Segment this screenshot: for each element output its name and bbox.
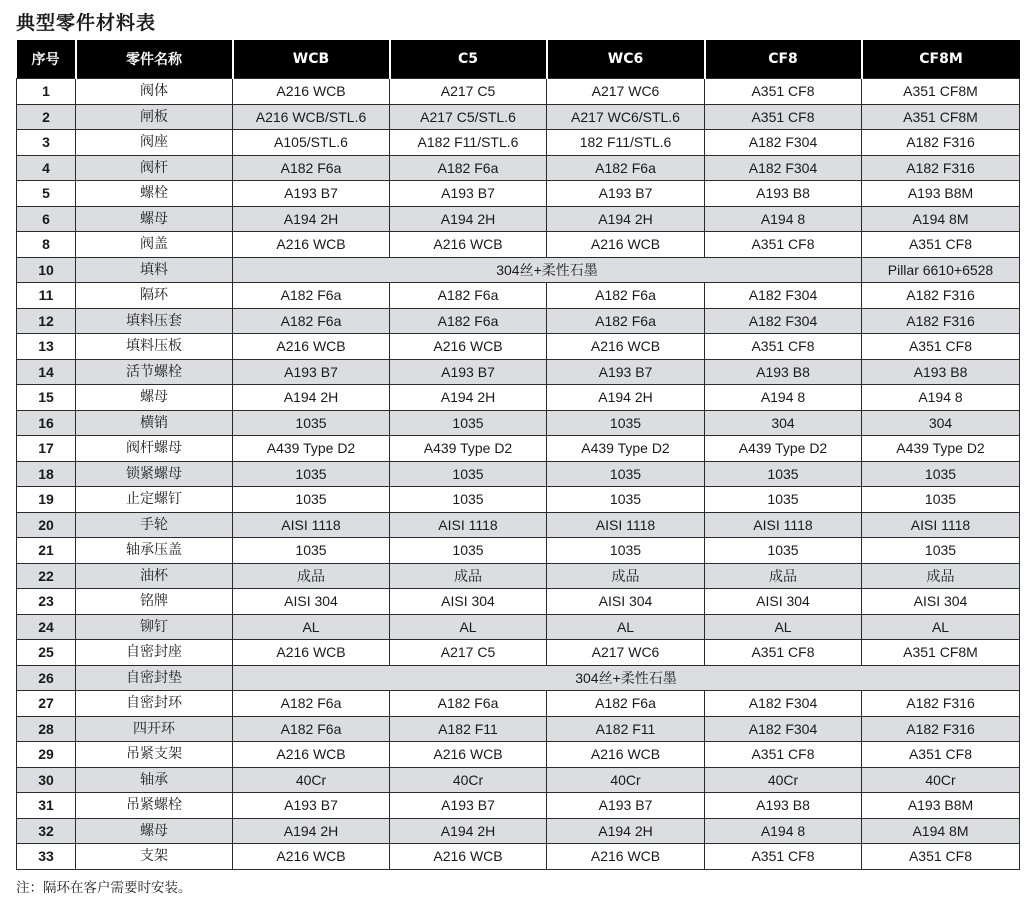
row-number-cell: 17	[17, 436, 76, 462]
material-cell: A182 F6a	[547, 308, 705, 334]
row-number-cell: 4	[17, 155, 76, 181]
part-name-cell: 螺栓	[76, 181, 233, 207]
part-name-cell: 止定螺钉	[76, 487, 233, 513]
material-cell: A182 F316	[862, 155, 1020, 181]
part-name-cell: 手轮	[76, 512, 233, 538]
material-cell: Pillar 6610+6528	[862, 257, 1020, 283]
row-number-cell: 33	[17, 844, 76, 870]
material-cell: A216 WCB	[390, 742, 547, 768]
material-cell: AISI 304	[233, 589, 390, 615]
row-number-cell: 26	[17, 665, 76, 691]
material-cell: A351 CF8M	[862, 104, 1020, 130]
table-row	[17, 79, 1020, 105]
table-row	[17, 589, 1020, 615]
material-cell: 1035	[862, 461, 1020, 487]
material-cell: 1035	[233, 538, 390, 564]
row-number-cell: 32	[17, 818, 76, 844]
material-cell: A193 B8M	[862, 181, 1020, 207]
table-title: 典型零件材料表	[16, 12, 157, 34]
material-cell: AISI 304	[547, 589, 705, 615]
material-cell: AISI 304	[390, 589, 547, 615]
material-cell: AL	[547, 614, 705, 640]
row-number-cell: 3	[17, 130, 76, 156]
table-row	[17, 665, 1020, 691]
material-cell: A439 Type D2	[390, 436, 547, 462]
material-cell: A216 WCB	[547, 742, 705, 768]
material-cell: A193 B8	[705, 181, 862, 207]
material-cell: A182 F6a	[233, 283, 390, 309]
material-cell: AL	[705, 614, 862, 640]
material-cell: A182 F304	[705, 308, 862, 334]
table-row	[17, 512, 1020, 538]
material-cell: A216 WCB/STL.6	[233, 104, 390, 130]
material-cell: 304	[705, 410, 862, 436]
material-cell: 1035	[233, 410, 390, 436]
table-row	[17, 155, 1020, 181]
material-cell: A351 CF8	[705, 640, 862, 666]
table-row	[17, 742, 1020, 768]
material-cell: AL	[390, 614, 547, 640]
row-number-cell: 18	[17, 461, 76, 487]
material-cell: A217 WC6/STL.6	[547, 104, 705, 130]
material-cell: 成品	[547, 563, 705, 589]
table-row	[17, 640, 1020, 666]
material-cell: A182 F6a	[390, 155, 547, 181]
header-cell-wc6: WC6	[547, 40, 705, 79]
material-cell: A194 2H	[547, 818, 705, 844]
material-cell: A351 CF8	[862, 844, 1020, 870]
material-cell: 1035	[233, 487, 390, 513]
material-cell: A193 B7	[390, 793, 547, 819]
part-name-cell: 轴承	[76, 767, 233, 793]
header-cell-cf8: CF8	[705, 40, 862, 79]
material-cell: A194 2H	[390, 818, 547, 844]
material-cell: AL	[862, 614, 1020, 640]
material-cell: A193 B7	[390, 359, 547, 385]
table-row	[17, 614, 1020, 640]
material-cell: 182 F11/STL.6	[547, 130, 705, 156]
table-row	[17, 283, 1020, 309]
part-name-cell: 吊紧螺栓	[76, 793, 233, 819]
material-cell: A182 F6a	[390, 691, 547, 717]
material-cell: 1035	[547, 461, 705, 487]
material-cell: A217 C5	[390, 79, 547, 105]
material-cell: A182 F6a	[390, 283, 547, 309]
material-cell: 1035	[862, 538, 1020, 564]
material-cell: 1035	[547, 487, 705, 513]
table-row	[17, 793, 1020, 819]
material-cell: A182 F6a	[547, 691, 705, 717]
material-cell: AISI 1118	[547, 512, 705, 538]
material-cell: A182 F6a	[233, 691, 390, 717]
table-row	[17, 334, 1020, 360]
material-cell: A217 C5/STL.6	[390, 104, 547, 130]
material-cell: A194 8	[705, 206, 862, 232]
row-number-cell: 5	[17, 181, 76, 207]
material-cell: 成品	[233, 563, 390, 589]
footnote: 注：隔环在客户需要时安装。	[16, 880, 192, 896]
material-cell: A182 F316	[862, 716, 1020, 742]
row-number-cell: 23	[17, 589, 76, 615]
materials-table	[16, 40, 1020, 870]
material-cell: 成品	[862, 563, 1020, 589]
material-cell: A216 WCB	[547, 334, 705, 360]
material-cell: AL	[233, 614, 390, 640]
material-cell: A351 CF8	[862, 232, 1020, 258]
table-row	[17, 538, 1020, 564]
material-cell: A193 B8M	[862, 793, 1020, 819]
material-cell: A351 CF8	[705, 742, 862, 768]
part-name-cell: 自密封环	[76, 691, 233, 717]
material-cell: AISI 1118	[233, 512, 390, 538]
material-cell: A194 2H	[233, 818, 390, 844]
material-cell: A193 B8	[705, 359, 862, 385]
material-cell: 1035	[705, 461, 862, 487]
part-name-cell: 油杯	[76, 563, 233, 589]
material-cell: 40Cr	[547, 767, 705, 793]
material-cell: A351 CF8	[862, 742, 1020, 768]
table-row	[17, 385, 1020, 411]
row-number-cell: 29	[17, 742, 76, 768]
row-number-cell: 6	[17, 206, 76, 232]
part-name-cell: 螺母	[76, 818, 233, 844]
material-cell: A439 Type D2	[547, 436, 705, 462]
material-cell: A194 2H	[233, 385, 390, 411]
row-number-cell: 27	[17, 691, 76, 717]
material-cell-merged: 304丝+柔性石墨	[233, 257, 862, 283]
material-cell: A194 8	[862, 385, 1020, 411]
material-cell: 1035	[233, 461, 390, 487]
material-cell: A193 B7	[547, 793, 705, 819]
material-cell: A182 F304	[705, 716, 862, 742]
material-cell: A182 F316	[862, 283, 1020, 309]
table-row	[17, 130, 1020, 156]
row-number-cell: 21	[17, 538, 76, 564]
row-number-cell: 25	[17, 640, 76, 666]
material-cell: A216 WCB	[233, 79, 390, 105]
header-cell-c5: C5	[390, 40, 547, 79]
material-cell: A216 WCB	[390, 334, 547, 360]
material-cell: A351 CF8M	[862, 640, 1020, 666]
part-name-cell: 螺母	[76, 385, 233, 411]
table-row	[17, 436, 1020, 462]
table-row	[17, 359, 1020, 385]
row-number-cell: 28	[17, 716, 76, 742]
material-cell: A182 F11/STL.6	[390, 130, 547, 156]
material-cell: A105/STL.6	[233, 130, 390, 156]
material-cell: 成品	[705, 563, 862, 589]
table-row	[17, 461, 1020, 487]
material-cell: A182 F304	[705, 691, 862, 717]
material-cell: A216 WCB	[233, 232, 390, 258]
part-name-cell: 阀体	[76, 79, 233, 105]
material-cell: A182 F6a	[547, 155, 705, 181]
material-cell: 304	[862, 410, 1020, 436]
material-cell: A182 F6a	[233, 308, 390, 334]
material-cell: 40Cr	[390, 767, 547, 793]
material-cell: 1035	[390, 487, 547, 513]
material-cell: A351 CF8	[705, 844, 862, 870]
material-cell: A216 WCB	[547, 844, 705, 870]
part-name-cell: 阀杆	[76, 155, 233, 181]
material-cell: A182 F11	[547, 716, 705, 742]
part-name-cell: 螺母	[76, 206, 233, 232]
material-cell: A193 B8	[705, 793, 862, 819]
material-cell: A182 F316	[862, 308, 1020, 334]
material-cell: A182 F304	[705, 283, 862, 309]
material-cell: A182 F6a	[547, 283, 705, 309]
material-cell: A193 B7	[233, 181, 390, 207]
row-number-cell: 24	[17, 614, 76, 640]
material-cell: 40Cr	[705, 767, 862, 793]
material-cell: AISI 1118	[862, 512, 1020, 538]
material-cell: A193 B8	[862, 359, 1020, 385]
part-name-cell: 活节螺栓	[76, 359, 233, 385]
table-row	[17, 232, 1020, 258]
material-cell: A216 WCB	[390, 232, 547, 258]
material-cell: A182 F6a	[233, 716, 390, 742]
row-number-cell: 19	[17, 487, 76, 513]
part-name-cell: 填料压套	[76, 308, 233, 334]
material-cell: A182 F304	[705, 155, 862, 181]
material-cell: A194 2H	[390, 206, 547, 232]
table-row	[17, 181, 1020, 207]
material-cell: A193 B7	[233, 793, 390, 819]
part-name-cell: 阀杆螺母	[76, 436, 233, 462]
material-cell: 40Cr	[862, 767, 1020, 793]
material-cell: 1035	[390, 461, 547, 487]
material-cell: A194 8	[705, 385, 862, 411]
part-name-cell: 闸板	[76, 104, 233, 130]
material-cell: A439 Type D2	[862, 436, 1020, 462]
row-number-cell: 16	[17, 410, 76, 436]
material-cell: A194 8M	[862, 818, 1020, 844]
row-number-cell: 12	[17, 308, 76, 334]
part-name-cell: 隔环	[76, 283, 233, 309]
table-row	[17, 308, 1020, 334]
material-cell: A216 WCB	[233, 334, 390, 360]
header-cell-no: 序号	[17, 40, 76, 79]
table-row	[17, 716, 1020, 742]
part-name-cell: 自密封座	[76, 640, 233, 666]
row-number-cell: 20	[17, 512, 76, 538]
material-cell: A182 F304	[705, 130, 862, 156]
material-cell: A194 2H	[547, 206, 705, 232]
material-cell: A351 CF8M	[862, 79, 1020, 105]
material-cell: A194 8M	[862, 206, 1020, 232]
table-row	[17, 257, 1020, 283]
table-row	[17, 691, 1020, 717]
table-row	[17, 563, 1020, 589]
material-cell: AISI 1118	[705, 512, 862, 538]
row-number-cell: 22	[17, 563, 76, 589]
table-row	[17, 767, 1020, 793]
part-name-cell: 锁紧螺母	[76, 461, 233, 487]
material-cell: A182 F6a	[390, 308, 547, 334]
material-cell: 1035	[547, 410, 705, 436]
material-cell: A439 Type D2	[233, 436, 390, 462]
material-cell: A193 B7	[547, 359, 705, 385]
row-number-cell: 14	[17, 359, 76, 385]
material-cell: A351 CF8	[705, 334, 862, 360]
table-body	[17, 79, 1020, 870]
header-cell-cf8m: CF8M	[862, 40, 1020, 79]
material-cell: A182 F6a	[233, 155, 390, 181]
table-row	[17, 818, 1020, 844]
material-cell: A194 8	[705, 818, 862, 844]
row-number-cell: 8	[17, 232, 76, 258]
material-cell: A193 B7	[547, 181, 705, 207]
part-name-cell: 自密封垫	[76, 665, 233, 691]
material-cell: A182 F316	[862, 130, 1020, 156]
row-number-cell: 1	[17, 79, 76, 105]
row-number-cell: 2	[17, 104, 76, 130]
material-cell: 1035	[705, 538, 862, 564]
material-cell: 1035	[390, 538, 547, 564]
material-cell: AISI 1118	[390, 512, 547, 538]
part-name-cell: 轴承压盖	[76, 538, 233, 564]
material-cell: A351 CF8	[705, 104, 862, 130]
part-name-cell: 铆钉	[76, 614, 233, 640]
row-number-cell: 11	[17, 283, 76, 309]
part-name-cell: 阀座	[76, 130, 233, 156]
header-cell-wcb: WCB	[233, 40, 390, 79]
material-cell: A216 WCB	[233, 844, 390, 870]
material-cell: A216 WCB	[390, 844, 547, 870]
material-cell: 1035	[862, 487, 1020, 513]
table-row	[17, 410, 1020, 436]
material-cell: A351 CF8	[705, 79, 862, 105]
material-cell: A216 WCB	[233, 640, 390, 666]
material-cell: 1035	[547, 538, 705, 564]
material-cell: A194 2H	[547, 385, 705, 411]
row-number-cell: 15	[17, 385, 76, 411]
material-cell: A439 Type D2	[705, 436, 862, 462]
part-name-cell: 四开环	[76, 716, 233, 742]
material-cell-merged: 304丝+柔性石墨	[233, 665, 1020, 691]
row-number-cell: 30	[17, 767, 76, 793]
row-number-cell: 31	[17, 793, 76, 819]
part-name-cell: 阀盖	[76, 232, 233, 258]
part-name-cell: 铭牌	[76, 589, 233, 615]
material-cell: A351 CF8	[862, 334, 1020, 360]
material-cell: AISI 304	[862, 589, 1020, 615]
material-cell: A193 B7	[233, 359, 390, 385]
material-cell: 成品	[390, 563, 547, 589]
material-cell: A217 WC6	[547, 79, 705, 105]
part-name-cell: 填料压板	[76, 334, 233, 360]
material-cell: A216 WCB	[233, 742, 390, 768]
material-cell: 40Cr	[233, 767, 390, 793]
material-cell: A193 B7	[390, 181, 547, 207]
table-row	[17, 104, 1020, 130]
row-number-cell: 13	[17, 334, 76, 360]
material-cell: 1035	[705, 487, 862, 513]
row-number-cell: 10	[17, 257, 76, 283]
part-name-cell: 吊紧支架	[76, 742, 233, 768]
material-cell: A182 F11	[390, 716, 547, 742]
table-row	[17, 206, 1020, 232]
material-cell: A194 2H	[233, 206, 390, 232]
material-cell: A216 WCB	[547, 232, 705, 258]
material-cell: AISI 304	[705, 589, 862, 615]
header-cell-part-name: 零件名称	[76, 40, 233, 79]
material-cell: A217 WC6	[547, 640, 705, 666]
material-cell: A351 CF8	[705, 232, 862, 258]
table-row	[17, 487, 1020, 513]
header-row	[17, 40, 1020, 79]
part-name-cell: 横销	[76, 410, 233, 436]
material-cell: A217 C5	[390, 640, 547, 666]
part-name-cell: 支架	[76, 844, 233, 870]
material-cell: A194 2H	[390, 385, 547, 411]
material-cell: 1035	[390, 410, 547, 436]
table-row	[17, 844, 1020, 870]
part-name-cell: 填料	[76, 257, 233, 283]
material-cell: A182 F316	[862, 691, 1020, 717]
